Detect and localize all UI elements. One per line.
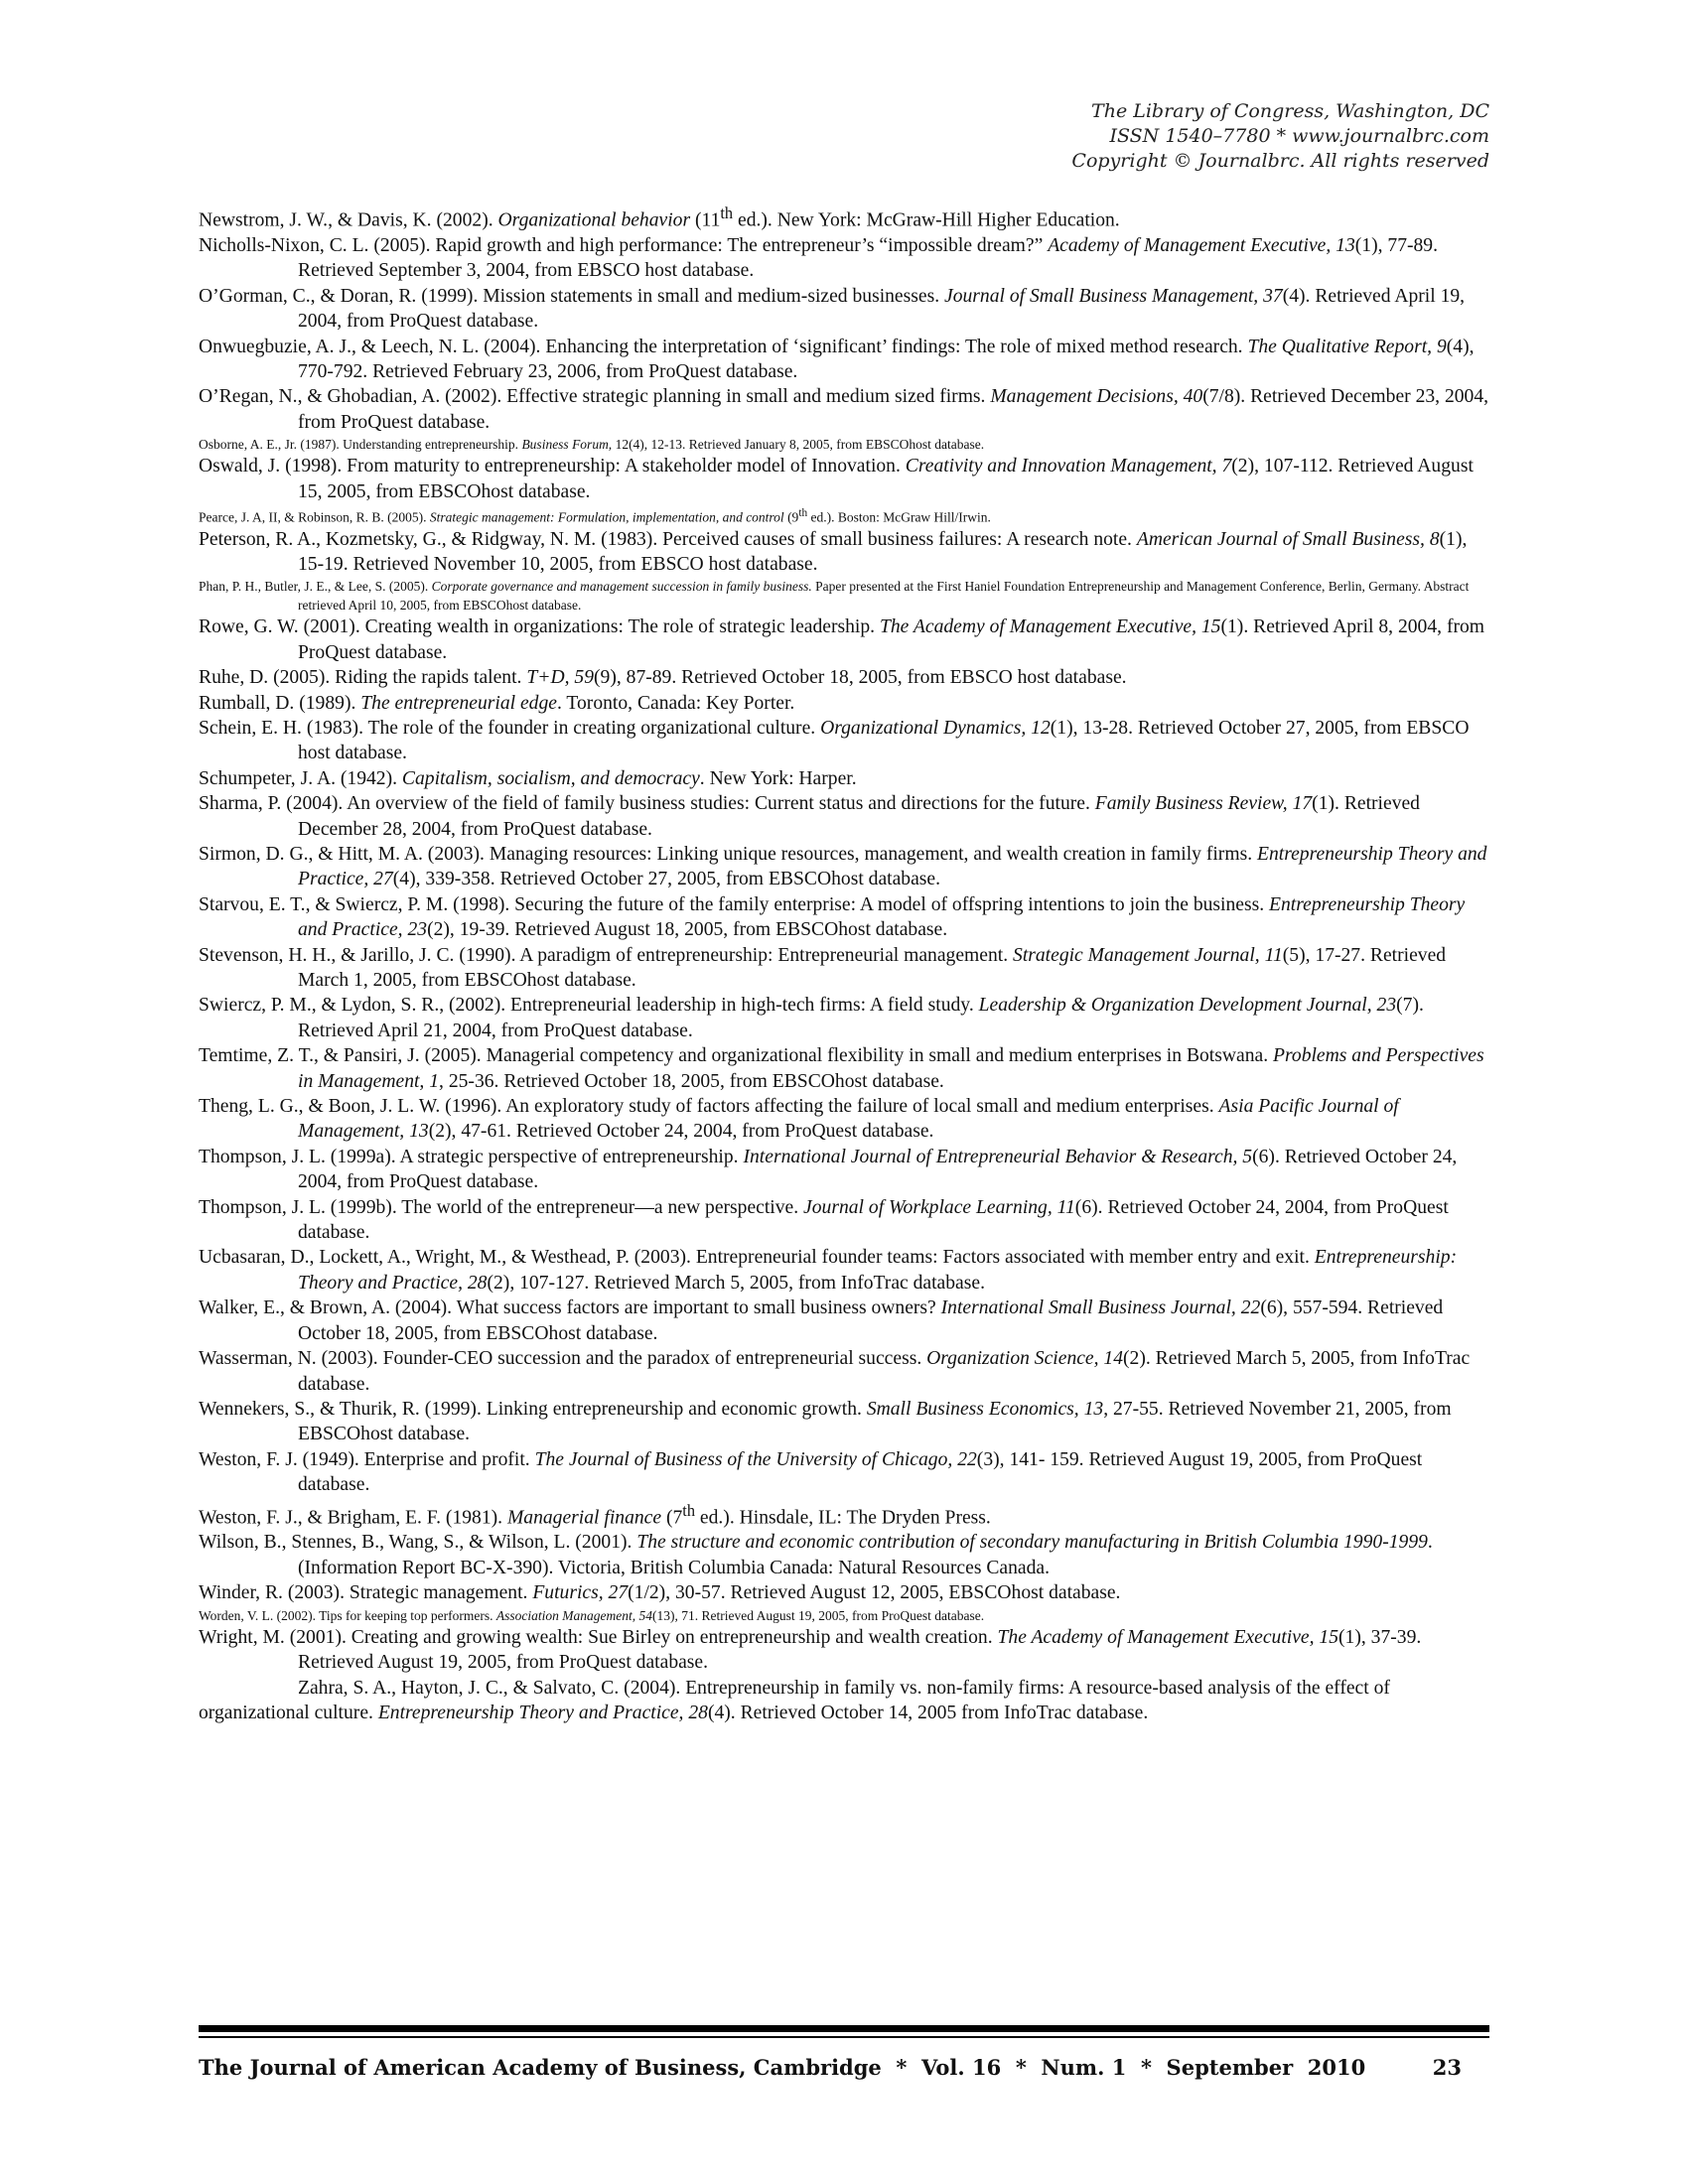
reference-text: Wennekers, S., & Thurik, R. (1999). Linking entrepreneurship and economic growth. bbox=[199, 1398, 867, 1420]
reference-entry bbox=[199, 1195, 1489, 1246]
reference-title-italic: Managerial finance bbox=[506, 1507, 662, 1529]
reference-entry bbox=[199, 335, 1489, 385]
reference-text: . New York: Harper. bbox=[699, 767, 857, 789]
reference-text: Sirmon, D. G., & Hitt, M. A. (2003). Managing resources: Linking unique resources, management, and wealth creation in family firms. bbox=[199, 843, 1257, 865]
reference-title-italic: The Qualitative Report, 9 bbox=[1247, 336, 1447, 357]
reference-text: Nicholls-Nixon, C. L. (2005). Rapid growth and high performance: The entrepreneur’s “impossible dream?” bbox=[199, 234, 1049, 256]
reference-entry bbox=[199, 842, 1489, 892]
reference-title-italic: The Academy of Management Executive, 15 bbox=[879, 616, 1221, 638]
reference-text: Theng, L. G., & Boon, J. L. W. (1996). An exploratory study of factors affecting the failure of local small and medium enterprises. bbox=[199, 1096, 1219, 1118]
reference-entry bbox=[199, 1530, 1489, 1580]
reference-text: (4). Retrieved October 14, 2005 from InfoTrac database. bbox=[707, 1702, 1149, 1723]
reference-entry bbox=[199, 1397, 1489, 1447]
reference-entry bbox=[199, 1580, 1489, 1605]
reference-text: Wright, M. (2001). Creating and growing wealth: Sue Birley on entrepreneurship and wealth creation. bbox=[199, 1626, 998, 1648]
reference-text: Sharma, P. (2004). An overview of the field of family business studies: Current status and directions for the future. bbox=[199, 793, 1095, 815]
reference-title-italic: The structure and economic contribution of secondary manufacturing in British Columbia 1990-1999 bbox=[636, 1532, 1428, 1554]
reference-text: (7/8). Retrieved December 23, 2004, from ProQuest database. bbox=[298, 386, 1489, 433]
reference-text: O’Regan, N., & Ghobadian, A. (2002). Effective strategic planning in small and medium sized firms. bbox=[199, 386, 991, 408]
reference-text: (1), 37-39. Retrieved August 19, 2005, from ProQuest database. bbox=[298, 1626, 1422, 1674]
reference-text: (6). Retrieved October 24, 2004, from ProQuest database. bbox=[298, 1196, 1449, 1244]
reference-text: (4). Retrieved April 19, 2004, from ProQuest database. bbox=[298, 285, 1466, 333]
reference-entry bbox=[199, 665, 1489, 690]
reference-text: (2), 107-127. Retrieved March 5, 2005, from InfoTrac database. bbox=[487, 1272, 985, 1294]
ordinal-superscript: th bbox=[720, 204, 734, 222]
footer-rule-thin bbox=[199, 2036, 1489, 2038]
reference-text: Starvou, E. T., & Swiercz, P. M. (1998). Securing the future of the family enterprise: A model of offspring intentions to join the business. bbox=[199, 893, 1270, 915]
reference-text: Newstrom, J. W., & Davis, K. (2002). bbox=[199, 209, 498, 231]
reference-text: Ruhe, D. (2005). Riding the rapids talent. bbox=[199, 667, 527, 689]
reference-title-italic: Academy of Management Executive, 13 bbox=[1048, 234, 1355, 256]
reference-entry bbox=[199, 791, 1489, 842]
reference-text: Swiercz, P. M., & Lydon, S. R., (2002). Entrepreneurial leadership in high-tech firms: A field study. bbox=[199, 995, 979, 1017]
reference-text: . (Information Report BC-X-390). Victoria, British Columbia Canada: Natural Resources Canada. bbox=[298, 1532, 1433, 1578]
page-number: 23 bbox=[1432, 2055, 1462, 2080]
reference-title-italic: International Small Business Journal, 22 bbox=[940, 1297, 1261, 1319]
reference-entry bbox=[199, 454, 1489, 504]
reference-entry bbox=[199, 1094, 1489, 1145]
reference-title-italic: The Academy of Management Executive, 15 bbox=[997, 1626, 1339, 1648]
reference-entry bbox=[199, 993, 1489, 1043]
reference-text: Osborne, A. E., Jr. (1987). Understanding entrepreneurship. bbox=[199, 437, 522, 453]
reference-entry bbox=[199, 384, 1489, 435]
reference-text: (7). Retrieved April 21, 2004, from ProQuest database. bbox=[298, 995, 1424, 1041]
reference-entry bbox=[199, 614, 1489, 665]
reference-entry bbox=[199, 1625, 1489, 1676]
reference-entry bbox=[199, 1043, 1489, 1094]
reference-entry bbox=[199, 1498, 1489, 1531]
reference-title-italic: Organization Science, 14 bbox=[926, 1348, 1124, 1370]
reference-entry bbox=[199, 1245, 1489, 1296]
reference-text: Thompson, J. L. (1999a). A strategic perspective of entrepreneurship. bbox=[199, 1146, 744, 1167]
reference-title-italic: International Journal of Entrepreneurial Behavior & Research, 5 bbox=[743, 1146, 1253, 1167]
reference-title-italic: Futurics, 27 bbox=[532, 1582, 629, 1604]
reference-title-italic: Entrepreneurship Theory and Practice, 28 bbox=[377, 1702, 708, 1723]
reference-text: (1/2), 30-57. Retrieved August 12, 2005, EBSCOhost database. bbox=[628, 1582, 1121, 1604]
reference-text: Rumball, D. (1989). bbox=[199, 692, 361, 714]
page-header bbox=[1071, 99, 1489, 174]
reference-text: (1), 15-19. Retrieved November 10, 2005, from EBSCO host database. bbox=[298, 528, 1468, 575]
reference-entry bbox=[199, 892, 1489, 943]
reference-text: ed.). New York: McGraw-Hill Higher Education. bbox=[733, 209, 1120, 231]
reference-entry bbox=[199, 284, 1489, 335]
reference-text: Schumpeter, J. A. (1942). bbox=[199, 767, 402, 789]
reference-entry bbox=[199, 504, 1489, 527]
footer-journal-info: The Journal of American Academy of Business, Cambridge * Vol. 16 * Num. 1 * September 2010 bbox=[199, 2055, 1366, 2080]
reference-title-italic: Journal of Small Business Management, 37 bbox=[944, 285, 1283, 307]
reference-title-italic: Strategic management: Formulation, implementation, and control bbox=[429, 509, 784, 525]
reference-text: ed.). Hinsdale, IL: The Dryden Press. bbox=[695, 1507, 991, 1529]
reference-title-italic: Corporate governance and management succession in family business. bbox=[431, 579, 812, 595]
reference-text: (2). Retrieved March 5, 2005, from InfoTrac database. bbox=[298, 1348, 1471, 1395]
reference-text: Temtime, Z. T., & Pansiri, J. (2005). Managerial competency and organizational flexibility in small and medium enterprises in Botswana. bbox=[199, 1045, 1274, 1067]
reference-text: , 25-36. Retrieved October 18, 2005, from EBSCOhost database. bbox=[439, 1070, 944, 1092]
header-copyright-line: Copyright © Journalbrc. All rights reserved bbox=[1071, 150, 1489, 172]
reference-title-italic: Association Management, 54 bbox=[495, 1607, 652, 1623]
reference-title-italic: Organizational behavior bbox=[497, 209, 691, 231]
reference-title-italic: Entrepreneurship Theory and Practice, 23 bbox=[298, 893, 1466, 941]
reference-entry bbox=[199, 1346, 1489, 1397]
reference-text: (9 bbox=[783, 509, 799, 525]
reference-entry bbox=[199, 1447, 1489, 1498]
reference-text: Worden, V. L. (2002). Tips for keeping top performers. bbox=[199, 1607, 496, 1623]
reference-entry bbox=[199, 1606, 1489, 1625]
reference-text: (2), 47-61. Retrieved October 24, 2004, from ProQuest database. bbox=[428, 1121, 934, 1143]
reference-entry bbox=[199, 233, 1489, 284]
ordinal-superscript: th bbox=[798, 507, 808, 519]
reference-text: (7 bbox=[661, 1507, 683, 1529]
reference-title-italic: Journal of Workplace Learning, 11 bbox=[803, 1196, 1075, 1218]
reference-text: (6), 557-594. Retrieved October 18, 2005, from EBSCOhost database. bbox=[298, 1297, 1444, 1344]
reference-text: (1). Retrieved December 28, 2004, from ProQuest database. bbox=[298, 793, 1420, 840]
reference-text: Weston, F. J., & Brigham, E. F. (1981). bbox=[199, 1507, 507, 1529]
reference-text: O’Gorman, C., & Doran, R. (1999). Mission statements in small and medium-sized businesses. bbox=[199, 285, 945, 307]
reference-title-italic: American Journal of Small Business, 8 bbox=[1136, 528, 1440, 550]
reference-entry bbox=[199, 716, 1489, 766]
reference-text: ed.). Boston: McGraw Hill/Irwin. bbox=[807, 509, 991, 525]
reference-text: Peterson, R. A., Kozmetsky, G., & Ridgway, N. M. (1983). Perceived causes of small business failures: A research note. bbox=[199, 528, 1137, 550]
reference-text: (11 bbox=[690, 209, 721, 231]
reference-text: Pearce, J. A, II, & Robinson, R. B. (2005). bbox=[199, 509, 430, 525]
reference-title-italic: Management Decisions, 40 bbox=[990, 386, 1203, 408]
reference-title-italic: Business Forum, bbox=[521, 437, 613, 453]
reference-text: Wasserman, N. (2003). Founder-CEO succession and the paradox of entrepreneurial success. bbox=[199, 1348, 927, 1370]
page-footer bbox=[199, 2055, 1489, 2080]
reference-text: (2), 107-112. Retrieved August 15, 2005, from EBSCOhost database. bbox=[298, 456, 1474, 502]
reference-list bbox=[199, 201, 1489, 1725]
reference-title-italic: Problems and Perspectives in Management, 1 bbox=[298, 1045, 1484, 1092]
reference-text: Onwuegbuzie, A. J., & Leech, N. L. (2004). Enhancing the interpretation of ‘significant’ findings: The role of mixed method research. bbox=[199, 336, 1248, 357]
reference-text: . Toronto, Canada: Key Porter. bbox=[556, 692, 795, 714]
reference-title-italic: Asia Pacific Journal of Management, 13 bbox=[298, 1096, 1399, 1143]
reference-title-italic: Family Business Review, 17 bbox=[1094, 793, 1313, 815]
reference-entry bbox=[199, 943, 1489, 994]
reference-text: Thompson, J. L. (1999b). The world of the entrepreneur—a new perspective. bbox=[199, 1196, 804, 1218]
reference-title-italic: Creativity and Innovation Management, 7 bbox=[905, 456, 1232, 478]
reference-text: Walker, E., & Brown, A. (2004). What success factors are important to small business owners? bbox=[199, 1297, 941, 1319]
footer-rule-thick bbox=[199, 2025, 1489, 2032]
reference-text: Ucbasaran, D., Lockett, A., Wright, M., & Westhead, P. (2003). Entrepreneurial founder teams: Factors associated with member entry and exit. bbox=[199, 1247, 1315, 1269]
reference-text: (13), 71. Retrieved August 19, 2005, from ProQuest database. bbox=[652, 1607, 985, 1623]
reference-entry bbox=[199, 577, 1489, 614]
reference-text: Phan, P. H., Butler, J. E., & Lee, S. (2005). bbox=[199, 579, 432, 595]
reference-entry bbox=[199, 435, 1489, 454]
reference-text: , 27-55. Retrieved November 21, 2005, from EBSCOhost database. bbox=[298, 1398, 1452, 1445]
reference-text: Zahra, S. A., Hayton, J. C., & Salvato, C. (2004). Entrepreneurship in family vs. non-family firms: A resource-based analysis of the effect of organizational culture. bbox=[199, 1677, 1390, 1723]
reference-title-italic: Entrepreneurship: Theory and Practice, 28 bbox=[298, 1247, 1458, 1294]
reference-text: Wilson, B., Stennes, B., Wang, S., & Wilson, L. (2001). bbox=[199, 1532, 637, 1554]
reference-title-italic: The entrepreneurial edge bbox=[360, 692, 557, 714]
reference-text: (1). Retrieved April 8, 2004, from ProQuest database. bbox=[298, 616, 1485, 663]
reference-title-italic: Entrepreneurship Theory and Practice, 27 bbox=[298, 843, 1487, 890]
reference-entry bbox=[199, 527, 1489, 578]
reference-text: (3), 141- 159. Retrieved August 19, 2005, from ProQuest database. bbox=[298, 1448, 1423, 1496]
reference-title-italic: Small Business Economics, 13 bbox=[866, 1398, 1104, 1420]
reference-text: (1), 13-28. Retrieved October 27, 2005, from EBSCO host database. bbox=[298, 717, 1470, 764]
reference-text: (5), 17-27. Retrieved March 1, 2005, from EBSCOhost database. bbox=[298, 944, 1447, 991]
header-issn-line: ISSN 1540–7780 * www.journalbrc.com bbox=[1109, 125, 1489, 147]
ordinal-superscript: th bbox=[682, 1500, 695, 1520]
reference-entry bbox=[199, 1145, 1489, 1195]
reference-text: (4), 339-358. Retrieved October 27, 2005, from EBSCOhost database. bbox=[392, 869, 941, 890]
reference-title-italic: Strategic Management Journal, 11 bbox=[1013, 944, 1283, 966]
reference-entry bbox=[199, 691, 1489, 716]
reference-text: (2), 19-39. Retrieved August 18, 2005, from EBSCOhost database. bbox=[427, 919, 948, 941]
reference-entry bbox=[199, 1676, 1489, 1726]
reference-title-italic: T+D, 59 bbox=[526, 667, 594, 689]
header-library-line: The Library of Congress, Washington, DC bbox=[1091, 100, 1489, 122]
reference-text: (9), 87-89. Retrieved October 18, 2005, from EBSCO host database. bbox=[594, 667, 1127, 689]
reference-title-italic: Organizational Dynamics, 12 bbox=[820, 717, 1051, 739]
reference-text: (6). Retrieved October 24, 2004, from ProQuest database. bbox=[298, 1146, 1458, 1193]
reference-text: Weston, F. J. (1949). Enterprise and profit. bbox=[199, 1448, 535, 1470]
reference-text: Paper presented at the First Haniel Foundation Entrepreneurship and Management Conference, Berlin, Germany. Abstract retrieved April 10, 2005, from EBSCOhost database. bbox=[298, 579, 1470, 614]
reference-entry bbox=[199, 1296, 1489, 1346]
reference-text: Oswald, J. (1998). From maturity to entrepreneurship: A stakeholder model of Innovation. bbox=[199, 456, 906, 478]
reference-title-italic: The Journal of Business of the University of Chicago, 22 bbox=[534, 1448, 977, 1470]
reference-title-italic: Leadership & Organization Development Journal, 23 bbox=[978, 995, 1397, 1017]
reference-entry bbox=[199, 766, 1489, 791]
reference-text: Rowe, G. W. (2001). Creating wealth in organizations: The role of strategic leadership. bbox=[199, 616, 880, 638]
reference-text: Stevenson, H. H., & Jarillo, J. C. (1990). A paradigm of entrepreneurship: Entrepreneurial management. bbox=[199, 944, 1014, 966]
reference-text: (4), 770-792. Retrieved February 23, 2006, from ProQuest database. bbox=[298, 336, 1475, 382]
reference-text: (1), 77-89. Retrieved September 3, 2004, from EBSCO host database. bbox=[298, 234, 1439, 282]
reference-text: Winder, R. (2003). Strategic management. bbox=[199, 1582, 533, 1604]
reference-text: Schein, E. H. (1983). The role of the founder in creating organizational culture. bbox=[199, 717, 821, 739]
reference-title-italic: Capitalism, socialism, and democracy bbox=[401, 767, 700, 789]
reference-entry bbox=[199, 201, 1489, 233]
reference-text: 12(4), 12-13. Retrieved January 8, 2005, from EBSCOhost database. bbox=[612, 437, 985, 453]
